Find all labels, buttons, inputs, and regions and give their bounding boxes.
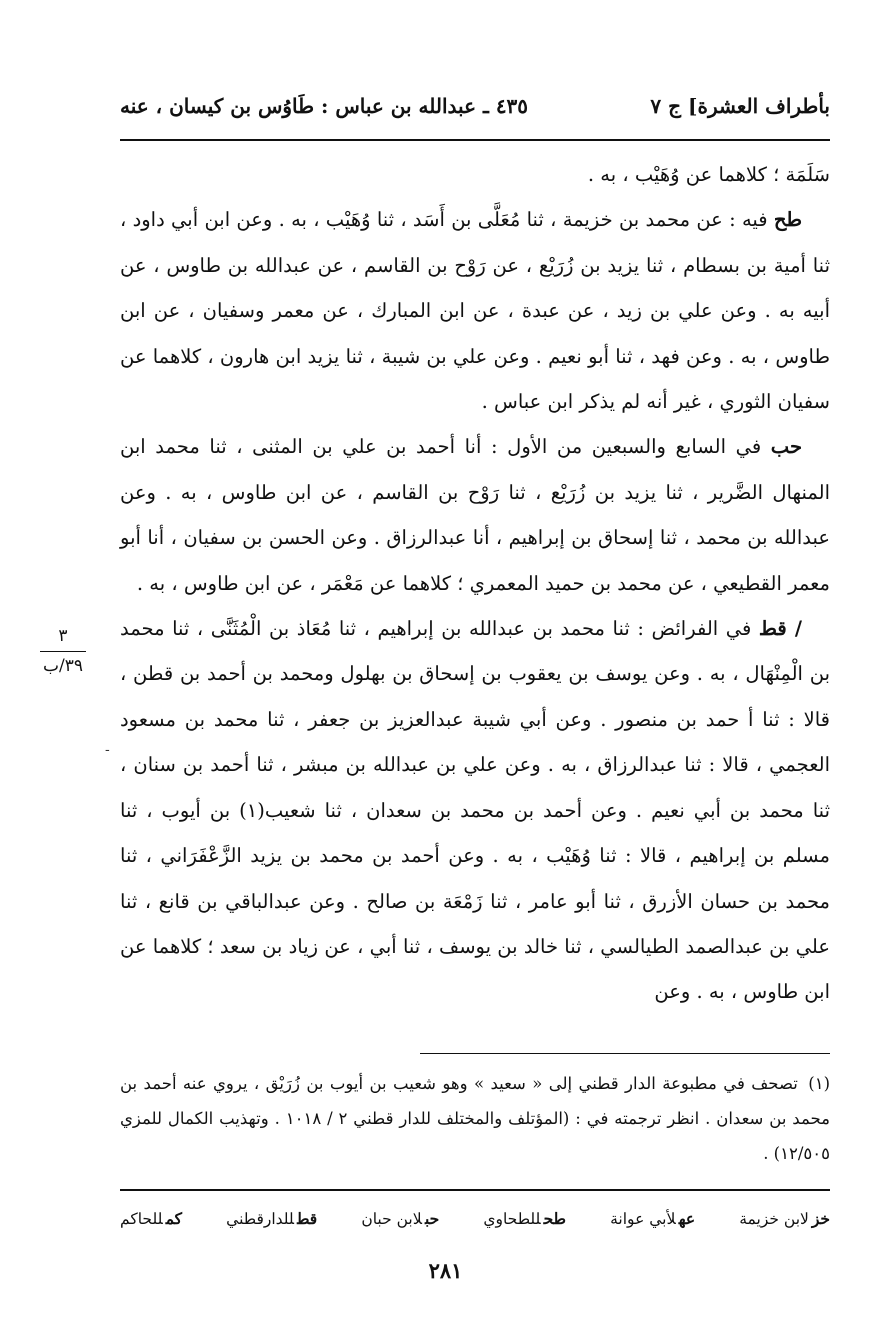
- header-volume: بأطراف العشرة] ج ٧: [650, 94, 830, 118]
- footnote-number: (١): [808, 1074, 830, 1093]
- legend-divider: [120, 1189, 830, 1191]
- abbreviation-legend: [120, 1200, 830, 1236]
- legend-item-qt: [226, 1209, 317, 1228]
- paragraph-4-text-a: في الفرائض : ثنا محمد بن عبدالله بن إبراهيم ، ثنا مُعَاذ بن الْمُثَنَّى ، ثنا محمد بن الْمِنْهَال ، به . وعن يوسف بن يعقوب بن إسحاق بن بهلول ومحمد بن أحمد بن قطن ، قالا : ثنا أ حمد بن منصور . وعن أبي شيبة عبدالعزيز بن جعفر ، ثنا محمد بن مسعود العجمي ، قالا : ثنا عبدالرزاق ، به . وعن علي بن عبدالله بن مبشر ، ثنا أحمد بن سنان ، ثنا محمد بن أبي نعيم . وعن أحمد بن محمد بن سعدان ، ثنا شعيب: [120, 617, 830, 822]
- source-abbr-tah: طح: [773, 208, 802, 232]
- footnote-divider: [420, 1053, 830, 1054]
- legend-desc: للطحاوي: [483, 1209, 541, 1228]
- footnote-1: [120, 1066, 830, 1171]
- legend-abbr: خز: [811, 1208, 830, 1228]
- source-abbr-qt: قط: [758, 617, 787, 641]
- paragraph-3-text: في السابع والسبعين من الأول : أنا أحمد بن علي بن المثنى ، ثنا محمد ابن المنهال الضَّرير ، ثنا يزيد بن زُرَيْع ، ثنا رَوْح بن القاسم ، عن ابن طاوس ، به . وعن عبدالله بن محمد ، ثنا إسحاق بن إبراهيم ، أنا عبدالرزاق . وعن الحسن بن سفيان ، أنا أبو معمر القطيعي ، عن محمد بن حميد المعمري ؛ كلاهما عن مَعْمَر ، عن ابن طاوس ، به .: [120, 435, 830, 595]
- paragraph-continuation: [120, 152, 830, 197]
- legend-desc: للحاكم: [120, 1209, 163, 1228]
- main-text-body: [120, 152, 830, 1015]
- legend-desc: لابن خزيمة: [739, 1209, 809, 1228]
- footnotes: [120, 1066, 830, 1171]
- paragraph-1-text: سَلَمَة ؛ كلاهما عن وُهَيْب ، به .: [587, 163, 830, 186]
- footnote-text: تصحف في مطبوعة الدار قطني إلى « سعيد » وهو شعيب بن أيوب بن زُرَيْق ، يروي عنه أحمد بن محمد بن سعدان . انظر ترجمته في : (المؤتلف والمختلف للدار قطني ٢ / ١٠١٨ . وتهذيب الكمال للمزي ١٢/٥٠٥) .: [120, 1074, 830, 1163]
- manuscript-folio-note: [34, 628, 92, 675]
- legend-desc: للدارقطني: [226, 1209, 295, 1228]
- legend-abbr: قط: [297, 1208, 318, 1228]
- legend-abbr: طح: [543, 1208, 567, 1228]
- running-header: [120, 86, 830, 126]
- paragraph-ibn-hibban: [120, 424, 830, 606]
- legend-item-km: [120, 1209, 182, 1228]
- header-divider: [120, 139, 830, 141]
- legend-item-khz: [739, 1209, 830, 1228]
- source-abbr-hb: حب: [770, 435, 802, 459]
- legend-desc: لأبي عوانة: [610, 1209, 676, 1228]
- legend-item-th: [483, 1209, 566, 1228]
- paragraph-2-text: فيه : عن محمد بن خزيمة ، ثنا مُعَلَّى بن أَسَد ، ثنا وُهَيْب ، به . وعن ابن أبي داود ، ثنا أمية بن بسطام ، ثنا يزيد بن زُرَيْع ، عن رَوْح بن القاسم ، عن عبدالله بن طاوس ، عن أبيه به . وعن علي بن زيد ، عن عبدة ، عن ابن المبارك ، عن معمر وسفيان ، عن ابن طاوس ، به . وعن فهد ، ثنا أبو نعيم . وعن علي بن شيبة ، ثنا يزيد ابن هارون ، كلاهما عن سفيان الثوري ، غير أنه لم يذكر ابن عباس .: [120, 208, 830, 414]
- header-chapter: ٤٣٥ ـ عبدالله بن عباس : طَاوُس بن كيسان ، عنه: [120, 94, 529, 118]
- folio-note-bottom: ٣٩/ب: [43, 656, 83, 676]
- margin-tick: -: [105, 742, 110, 758]
- legend-abbr: كم: [165, 1208, 183, 1228]
- legend-abbr: عه: [678, 1208, 696, 1228]
- legend-item-ah: [610, 1209, 695, 1228]
- paragraph-4-text-b: بن أيوب ، ثنا مسلم بن إبراهيم ، قالا : ثنا وُهَيْب ، به . وعن أحمد بن محمد بن يزيد الزَّعْفَرَاني ، ثنا محمد بن حسان الأزرق ، ثنا أبو عامر ، ثنا زَمْعَة بن صالح . وعن عبدالباقي بن قانع ، ثنا علي بن عبدالصمد الطيالسي ، ثنا خالد بن يوسف ، ثنا أبي ، عن زياد بن سعد ؛ كلاهما عن ابن طاوس ، به . وعن: [120, 798, 830, 1004]
- paragraph-daraqutni: [120, 606, 830, 1015]
- folio-note-top: ٣: [58, 626, 68, 646]
- legend-desc: لابن حبان: [361, 1209, 422, 1228]
- legend-item-hb: [361, 1209, 439, 1228]
- paragraph-tahawi: [120, 197, 830, 424]
- legend-abbr: حب: [424, 1208, 440, 1228]
- folio-marker: /: [786, 617, 802, 641]
- page-number: ٢٨١: [428, 1258, 463, 1283]
- footnote-reference: (١): [239, 798, 265, 822]
